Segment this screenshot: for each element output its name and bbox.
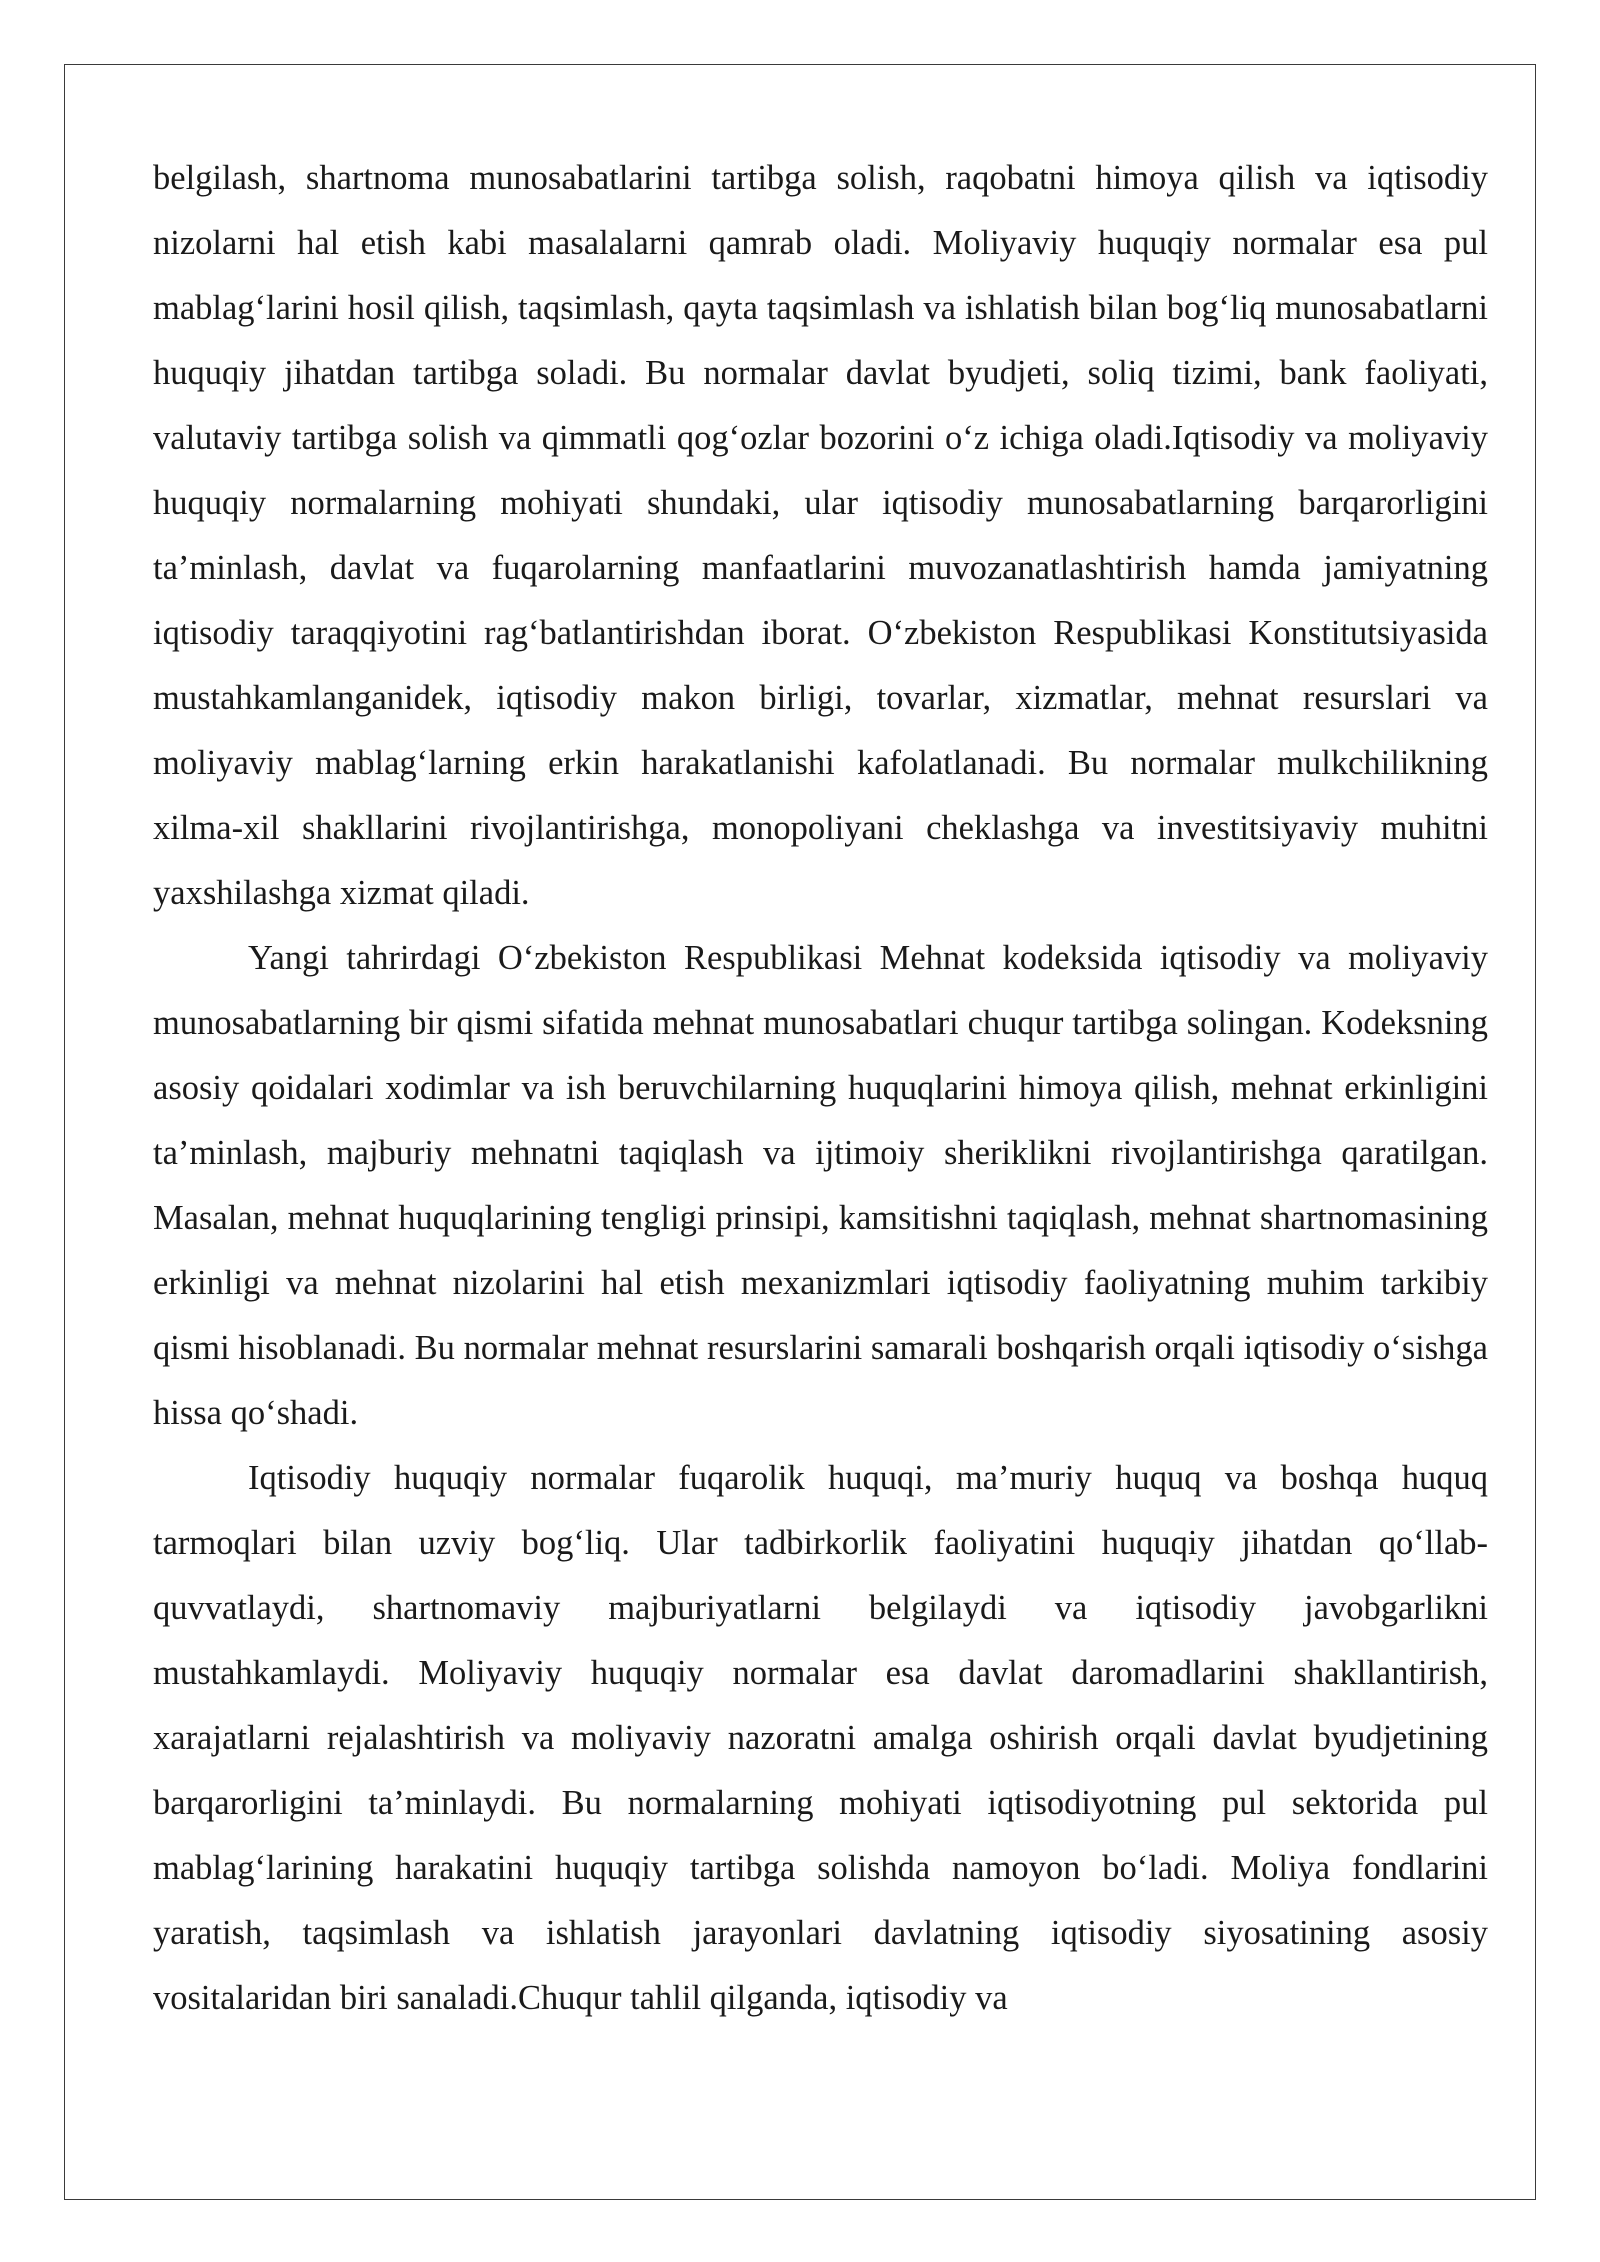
paragraph-2: Yangi tahrirdagi O‘zbekiston Respublikasi Mehnat kodeksida iqtisodiy va moliyaviy munosabatlarning bir qismi sifatida mehnat munosabatlari chuqur tartibga solingan. Kodeksning asosiy qoidalari xodimlar va ish beruvchilarning huquqlarini himoya qilish, mehnat erkinligini ta’minlash, majburiy mehnatni taqiqlash va ijtimoiy sheriklikni rivojlantirishga qaratilgan. Masalan, mehnat huquqlarining tengligi prinsipi, kamsitishni taqiqlash, mehnat shartnomasining erkinligi va mehnat nizolarini hal etish mexanizmlari iqtisodiy faoliyatning muhim tarkibiy qismi hisoblanadi. Bu normalar mehnat resurslarini samarali boshqarish orqali iqtisodiy o‘sishga hissa qo‘shadi. (153, 939, 1488, 1432)
paragraph-1: belgilash, shartnoma munosabatlarini tartibga solish, raqobatni himoya qilish va iqtisodiy nizolarni hal etish kabi masalalarni qamrab oladi. Moliyaviy huquqiy normalar esa pul mablag‘larini hosil qilish, taqsimlash, qayta taqsimlash va ishlatish bilan bog‘liq munosabatlarni huquqiy jihatdan tartibga soladi. Bu normalar davlat byudjeti, soliq tizimi, bank faoliyati, valutaviy tartibga solish va qimmatli qog‘ozlar bozorini o‘z ichiga oladi.Iqtisodiy va moliyaviy huquqiy normalarning mohiyati shundaki, ular iqtisodiy munosabatlarning barqarorligini ta’minlash, davlat va fuqarolarning manfaatlarini muvozanatlashtirish hamda jamiyatning iqtisodiy taraqqiyotini rag‘batlantirishdan iborat. O‘zbekiston Respublikasi Konstitutsiyasida mustahkamlanganidek, iqtisodiy makon birligi, tovarlar, xizmatlar, mehnat resurslari va moliyaviy mablag‘larning erkin harakatlanishi kafolatlanadi. Bu normalar mulkchilikning xilma-xil shakllarini rivojlantirishga, monopoliyani cheklashga va investitsiyaviy muhitni yaxshilashga xizmat qiladi. (153, 159, 1488, 912)
document-body (153, 146, 1488, 2031)
paragraph-3: Iqtisodiy huquqiy normalar fuqarolik huquqi, ma’muriy huquq va boshqa huquq tarmoqlari bilan uzviy bog‘liq. Ular tadbirkorlik faoliyatini huquqiy jihatdan qo‘llab-quvvatlaydi, shartnomaviy majburiyatlarni belgilaydi va iqtisodiy javobgarlikni mustahkamlaydi. Moliyaviy huquqiy normalar esa davlat daromadlarini shakllantirish, xarajatlarni rejalashtirish va moliyaviy nazoratni amalga oshirish orqali davlat byudjetining barqarorligini ta’minlaydi. Bu normalarning mohiyati iqtisodiyotning pul sektorida pul mablag‘larining harakatini huquqiy tartibga solishda namoyon bo‘ladi. Moliya fondlarini yaratish, taqsimlash va ishlatish jarayonlari davlatning iqtisodiy siyosatining asosiy vositalaridan biri sanaladi.Chuqur tahlil qilganda, iqtisodiy va (153, 1459, 1488, 2017)
